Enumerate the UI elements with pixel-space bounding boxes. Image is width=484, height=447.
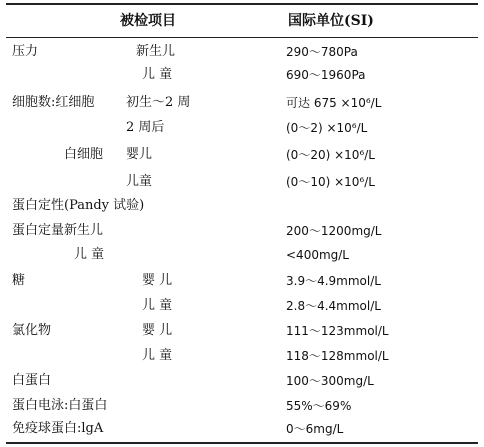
si-value: 200～1200mg/L bbox=[286, 224, 382, 238]
item-label: 免疫球蛋白:lgA bbox=[12, 421, 104, 436]
table-row bbox=[0, 64, 484, 86]
table-row bbox=[0, 270, 484, 292]
sub-label: 初生～2 周 bbox=[126, 95, 191, 110]
si-value: (0～20) ×10⁶/L bbox=[286, 148, 375, 162]
header-rule bbox=[6, 37, 478, 38]
si-value: (0～2) ×10⁶/L bbox=[286, 121, 368, 135]
item-label: 氯化物 bbox=[12, 323, 52, 338]
sub-label: 婴 儿 bbox=[142, 273, 173, 288]
item-label: 糖 bbox=[12, 273, 26, 288]
table-row bbox=[0, 320, 484, 342]
item-label: 蛋白定性(Pandy 试验) bbox=[12, 198, 145, 213]
sub-label: 儿童 bbox=[126, 174, 153, 189]
si-value: 0～6mg/L bbox=[286, 422, 344, 436]
table-row bbox=[0, 418, 484, 440]
sub-label: 儿 童 bbox=[142, 298, 173, 313]
item-label: 白细胞 bbox=[64, 147, 104, 162]
si-value: 2.8～4.4mmol/L bbox=[286, 299, 381, 313]
sub-label: 2 周后 bbox=[126, 120, 165, 135]
table-row bbox=[0, 244, 484, 266]
table-row bbox=[0, 395, 484, 417]
si-value: 55%～69% bbox=[286, 399, 352, 413]
si-value: 111～123mmol/L bbox=[286, 324, 389, 338]
si-value: 100～300mg/L bbox=[286, 374, 374, 388]
table-row bbox=[0, 345, 484, 367]
sub-label: 儿 童 bbox=[142, 348, 173, 363]
sub-label: 婴 儿 bbox=[142, 323, 173, 338]
sub-label: 新生儿 bbox=[136, 44, 176, 59]
si-value: (0～10) ×10⁶/L bbox=[286, 175, 375, 189]
table-row bbox=[0, 171, 484, 193]
table-row bbox=[0, 41, 484, 63]
sub-label: 婴儿 bbox=[126, 147, 153, 162]
table-row bbox=[0, 370, 484, 392]
sub-label: 儿 童 bbox=[142, 67, 173, 82]
item-label: 蛋白电泳:白蛋白 bbox=[12, 398, 108, 413]
item-label: 压力 bbox=[12, 44, 39, 59]
si-value: 可达 675 ×10⁶/L bbox=[286, 96, 382, 110]
table-row bbox=[0, 195, 484, 217]
si-value: 690～1960Pa bbox=[286, 68, 366, 82]
si-value: 118～128mmol/L bbox=[286, 349, 389, 363]
si-value: <400mg/L bbox=[286, 248, 349, 262]
header-item: 被检项目 bbox=[120, 13, 176, 29]
header-unit: 国际单位(SI) bbox=[288, 13, 374, 29]
table-bottom-rule bbox=[6, 442, 478, 444]
table-row bbox=[0, 144, 484, 166]
item-label: 细胞数:红细胞 bbox=[12, 95, 95, 110]
item-label: 蛋白定量新生儿 bbox=[12, 223, 104, 238]
si-value: 290～780Pa bbox=[286, 45, 358, 59]
table-row bbox=[0, 295, 484, 317]
item-label: 白蛋白 bbox=[12, 373, 52, 388]
table-row bbox=[0, 117, 484, 139]
table-row bbox=[0, 220, 484, 242]
si-value: 3.9～4.9mmol/L bbox=[286, 274, 381, 288]
table-top-rule bbox=[6, 3, 478, 5]
table-row bbox=[0, 92, 484, 114]
item-label: 儿 童 bbox=[74, 247, 105, 262]
